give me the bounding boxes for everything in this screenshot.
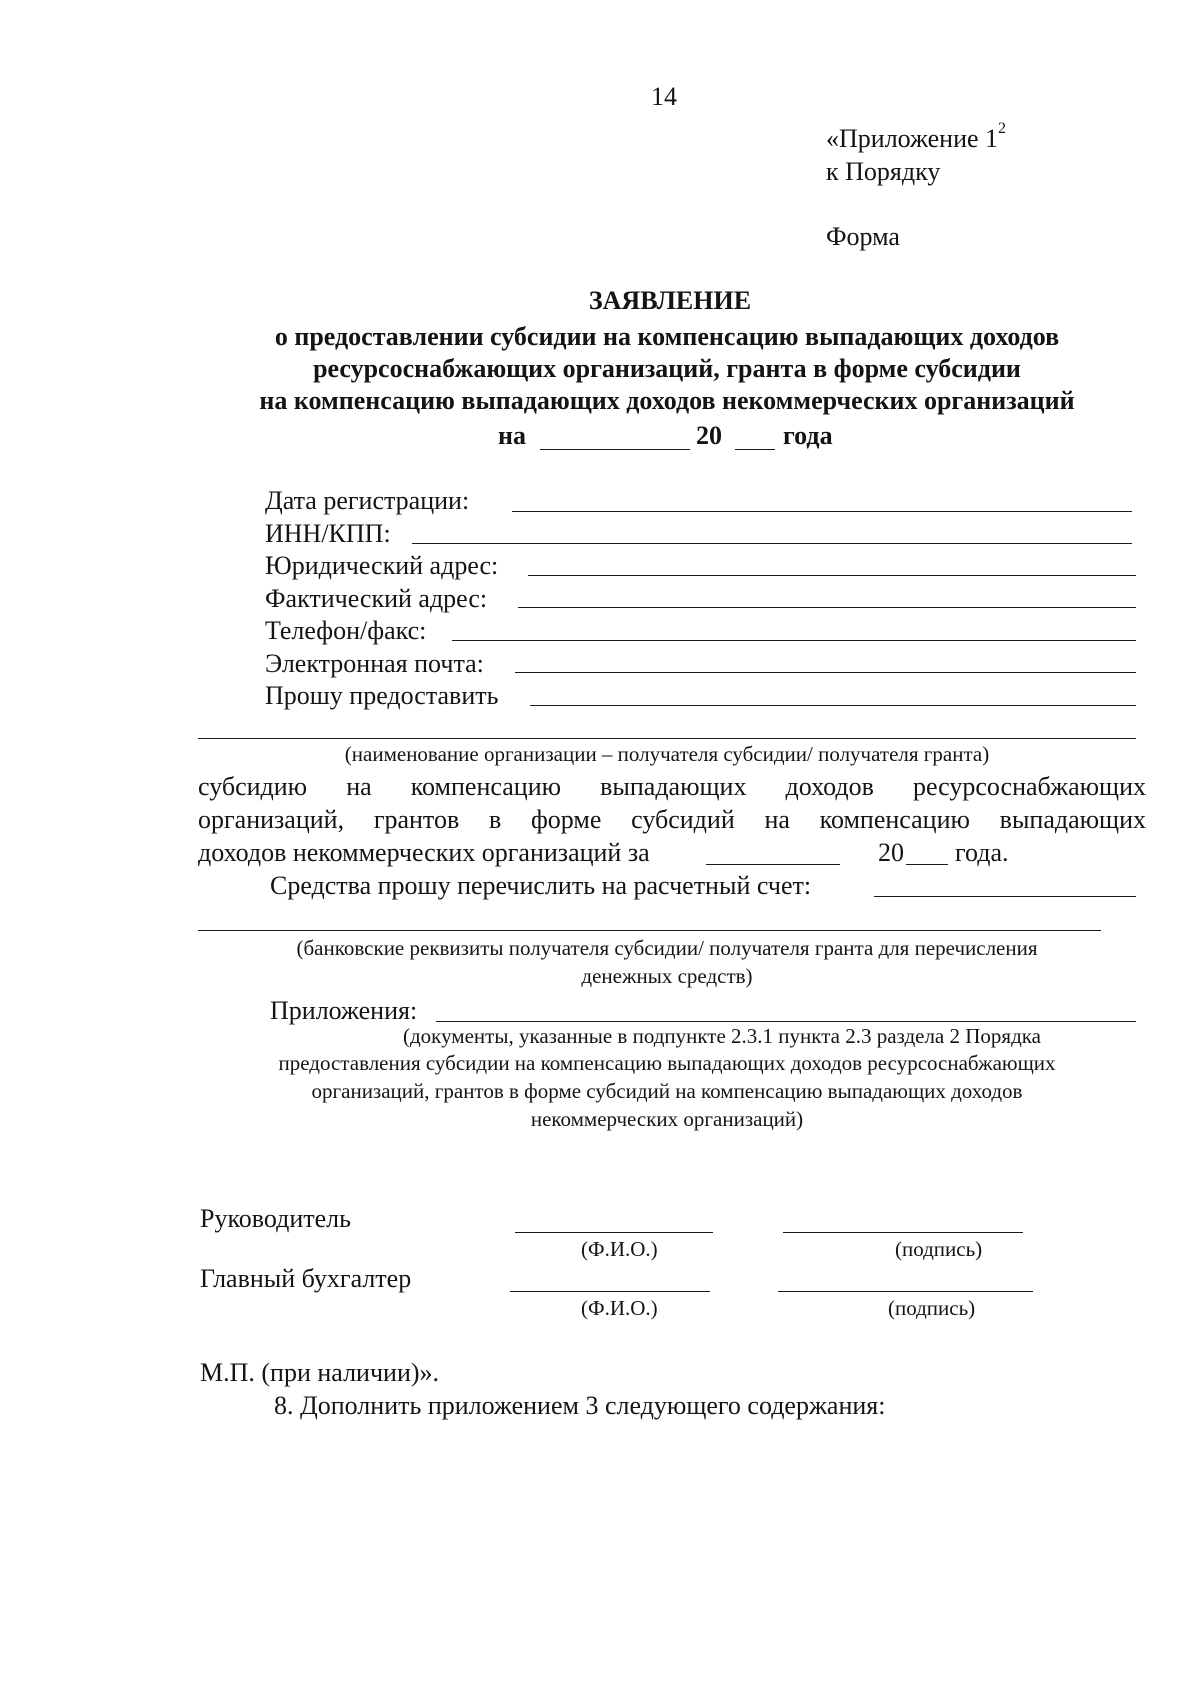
- registration-date-field[interactable]: [512, 511, 1132, 512]
- phone-fax-field[interactable]: [452, 640, 1136, 641]
- body-line-2: организаций, грантов в форме субсидий на компенсацию выпадающих: [198, 805, 1146, 834]
- accountant-fio-caption: (Ф.И.О.): [581, 1296, 658, 1320]
- head-signature-field[interactable]: [783, 1232, 1023, 1233]
- bank-details-field[interactable]: [198, 930, 1101, 931]
- organization-caption: (наименование организации – получателя субсидии/ получателя гранта): [344, 742, 990, 766]
- actual-address-label: Фактический адрес:: [265, 584, 488, 613]
- title-period-blank[interactable]: [540, 449, 690, 450]
- body-year-suffix: года.: [955, 838, 1009, 867]
- body-period-blank[interactable]: [706, 864, 840, 865]
- title-year-prefix: на: [498, 421, 526, 450]
- request-label: Прошу предоставить: [265, 681, 499, 710]
- accountant-fio-field[interactable]: [510, 1291, 710, 1292]
- organization-name-field[interactable]: [198, 738, 1136, 739]
- docs-caption-line-1: (документы, указанные в подпункте 2.3.1 пункта 2.3 раздела 2 Порядка: [403, 1024, 1041, 1048]
- account-field[interactable]: [874, 896, 1136, 897]
- attachments-field[interactable]: [436, 1021, 1136, 1022]
- body-line-1: субсидию на компенсацию выпадающих доходов ресурсоснабжающих: [198, 772, 1146, 801]
- title-year-suffix: года: [783, 421, 833, 450]
- to-order-line: к Порядку: [826, 157, 941, 186]
- body-year-blank[interactable]: [906, 864, 948, 865]
- title-line-3: на компенсацию выпадающих доходов некоммерческих организаций: [259, 386, 1075, 415]
- title-year-mid: 20: [696, 421, 722, 450]
- head-fio-caption: (Ф.И.О.): [581, 1237, 658, 1261]
- accountant-signature-caption: (подпись): [888, 1296, 976, 1320]
- bank-caption-line-2: денежных средств): [581, 964, 753, 988]
- legal-address-label: Юридический адрес:: [265, 551, 499, 580]
- actual-address-field[interactable]: [518, 607, 1136, 608]
- docs-caption-line-2: предоставления субсидии на компенсацию выпадающих доходов ресурсоснабжающих: [278, 1051, 1056, 1075]
- phone-fax-label: Телефон/факс:: [265, 616, 427, 645]
- accountant-label: Главный бухгалтер: [200, 1264, 412, 1293]
- email-field[interactable]: [515, 672, 1136, 673]
- bank-caption-line-1: (банковские реквизиты получателя субсидии/ получателя гранта для перечисления: [296, 936, 1038, 960]
- head-fio-field[interactable]: [515, 1232, 713, 1233]
- appendix-superscript: 2: [998, 120, 1007, 137]
- appendix-line: [826, 120, 1007, 154]
- document-title: ЗАЯВЛЕНИЕ: [588, 286, 752, 315]
- legal-address-field[interactable]: [528, 575, 1136, 576]
- registration-date-label: Дата регистрации:: [265, 486, 470, 515]
- docs-caption-line-3: организаций, грантов в форме субсидий на компенсацию выпадающих доходов: [311, 1079, 1023, 1103]
- attachments-label: Приложения:: [270, 996, 418, 1025]
- head-label: Руководитель: [200, 1204, 351, 1233]
- inn-kpp-label: ИНН/КПП:: [265, 519, 391, 548]
- title-line-2: ресурсоснабжающих организаций, гранта в форме субсидии: [313, 354, 1021, 383]
- appendix-text: «Приложение 1: [826, 124, 999, 153]
- email-label: Электронная почта:: [265, 649, 484, 678]
- docs-caption-line-4: некоммерческих организаций): [530, 1107, 804, 1131]
- title-year-blank[interactable]: [735, 449, 775, 450]
- head-signature-caption: (подпись): [895, 1237, 983, 1261]
- body-year-prefix: 20: [878, 838, 904, 867]
- body-line-3-text: доходов некоммерческих организаций за: [198, 838, 650, 867]
- form-label: Форма: [826, 222, 900, 251]
- stamp-note: М.П. (при наличии)».: [200, 1358, 440, 1387]
- request-field[interactable]: [530, 705, 1136, 706]
- footer-item: 8. Дополнить приложением 3 следующего содержания:: [274, 1391, 886, 1420]
- page-number: 14: [651, 82, 677, 111]
- account-label: Средства прошу перечислить на расчетный счет:: [270, 871, 812, 900]
- title-line-1: о предоставлении субсидии на компенсацию выпадающих доходов: [274, 322, 1060, 351]
- accountant-signature-field[interactable]: [778, 1291, 1033, 1292]
- inn-kpp-field[interactable]: [412, 543, 1132, 544]
